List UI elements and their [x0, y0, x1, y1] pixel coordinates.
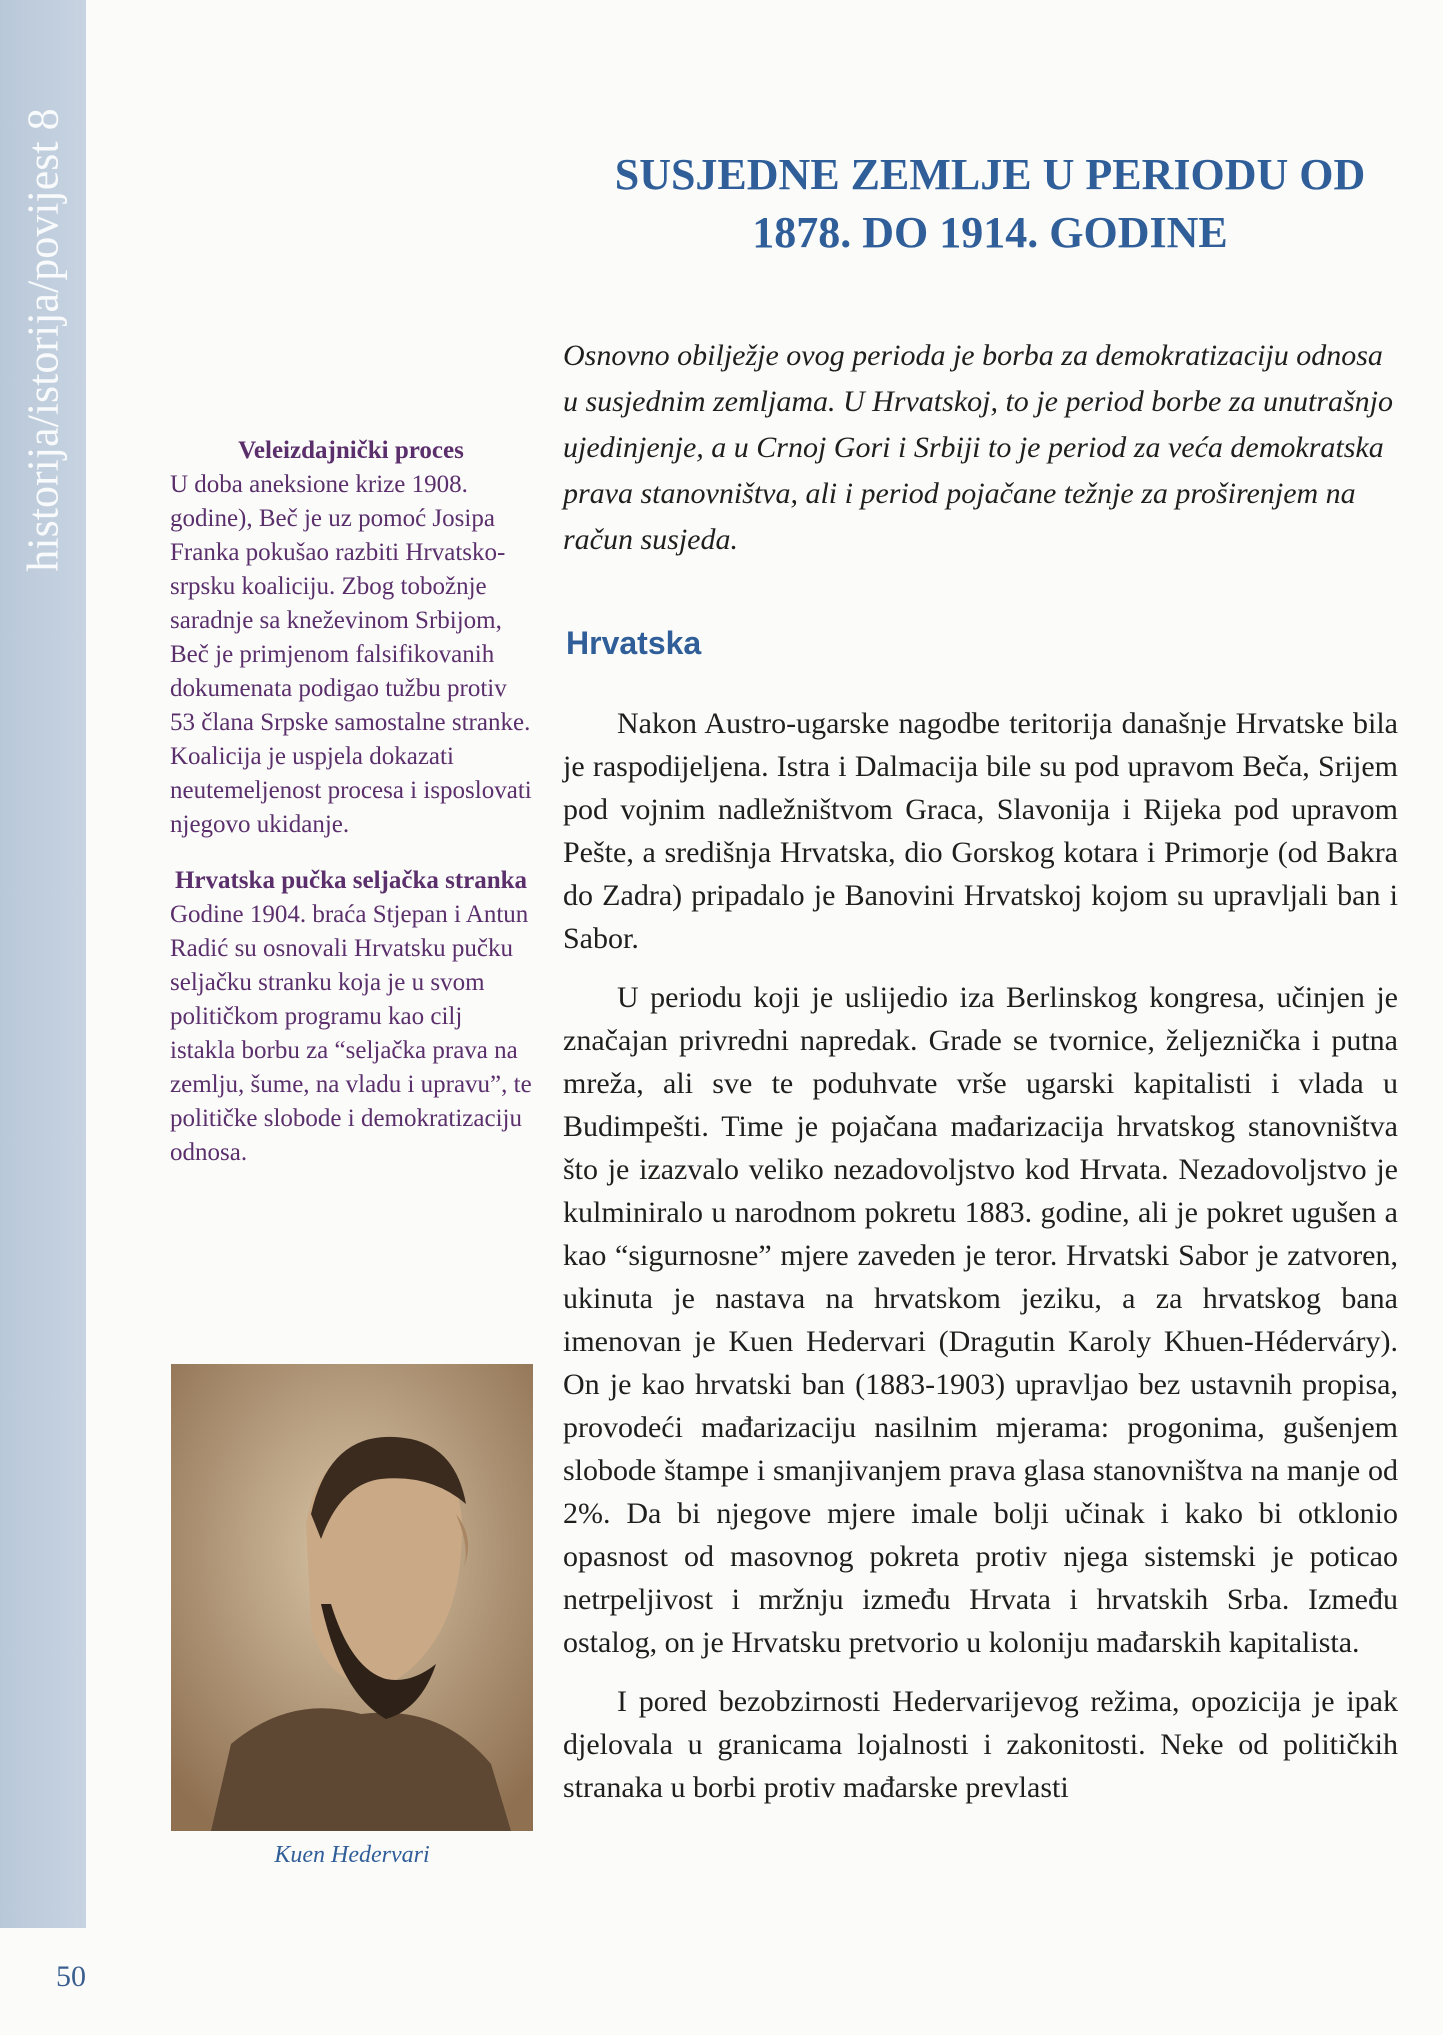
body-paragraph-3: I pored bezobzirnosti Hedervarijevog režima, opozicija je ipak djelovala u granicama lojalnosti i zakonitosti. Neke od političkih stranaka u borbi protiv mađarske prevlasti — [563, 1685, 1398, 1804]
portrait-illustration — [171, 1364, 533, 1831]
sidebar-heading-2: Hrvatska pučka seljačka stranka — [174, 867, 528, 894]
sidebar-notes — [170, 434, 532, 1192]
side-strip — [0, 0, 86, 1928]
body-paragraph-1: Nakon Austro-ugarske nagodbe teritorija današnje Hrvatske bila je raspodijeljena. Istra i Dalmacija bile su pod upravom Beča, Srijem pod vojnim nadležništvom Graca, Slavonija i Rijeka pod upravom Pešte, a središnja Hrvatska, dio Gorskog kotara i Primorje (od Bakra do Zadra) pripadalo je Banovini Hrvatskoj kojom su upravljali ban i Sabor. — [563, 707, 1398, 955]
page-number: 50 — [56, 1960, 86, 1993]
side-strip-text: historija/istorija/povijest 8 — [18, 108, 68, 572]
sidebar-text-2: Godine 1904. braća Stjepan i Antun Radić su osnovali Hrvatsku pučku seljačku stranku koja je u svom političkom programu kao cilj istakla borbu za “seljačka prava na zemlju, šume, na vladu i upravu”, te političke slobode i demokratizaciju odnosa. — [170, 901, 532, 1166]
section-heading: Hrvatska — [566, 625, 702, 661]
sidebar-heading-1: Veleizdajnički proces — [238, 437, 464, 464]
portrait-photo — [171, 1364, 533, 1831]
portrait-caption: Kuen Hedervari — [274, 1842, 430, 1868]
intro-text: Osnovno obilježje ovog perioda je borba za demokratizaciju odnosa u susjednim zemljama. U Hrvatskoj, to je period borbe za unutrašnjo ujedinjenje, a u Crnoj Gori i Srbiji to je period za veća demokratska prava stanovništva, ali i period pojačane težnje za proširenjem na račun susjeda. — [563, 339, 1393, 556]
page-title: SUSJEDNE ZEMLJE U PERIODU OD 1878. DO 1914. GODINE — [614, 150, 1366, 257]
sidebar-text-1: U doba aneksione krize 1908. godine), Beč je uz pomoć Josipa Franka pokušao razbiti Hrvatsko-srpsku koaliciju. Zbog tobožnje saradnje sa kneževinom Srbijom, Beč je primjenom falsifikovanih dokumenata podigao tužbu protiv 53 člana Srpske samostalne stranke. Koalicija je uspjela dokazati neutemeljenost procesa i isposlovati njegovo ukidanje. — [170, 471, 532, 838]
body-paragraph-2: U periodu koji je uslijedio iza Berlinskog kongresa, učinjen je značajan privredni napredak. Grade se tvornice, željeznička i putna mreža, ali sve te poduhvate vrše ugarski kapitalisti i vlada u Budimpešti. Time je pojačana mađarizacija hrvatskog stanovništva što je izazvalo veliko nezadovoljstvo kod Hrvata. Nezadovoljstvo je kulminiralo u narodnom pokretu 1883. godine, ali je pokret ugušen a kao “sigurnosne” mjere zaveden je teror. Hrvatski Sabor je zatvoren, ukinuta je nastava na hrvatskom jeziku, a za hrvatskog bana imenovan je Kuen Hedervari (Dragutin Karoly Khuen-Héderváry). On je kao hrvatski ban (1883-1903) upravljao bez ustavnih propisa, provodeći mađarizaciju nasilnim mjerama: progonima, gušenjem slobode štampe i smanjivanjem prava glasa stanovništva na manje od 2%. Da bi njegove mjere imale bolji učinak i kako bi otklonio opasnost od masovnog pokreta protiv njega sistemski je poticao netrpeljivost i mržnju između Hrvata i hrvatskih Srba. Između ostalog, on je Hrvatsku pretvorio u koloniju mađarskih kapitalista. — [563, 981, 1398, 1659]
body-text — [563, 702, 1398, 1825]
